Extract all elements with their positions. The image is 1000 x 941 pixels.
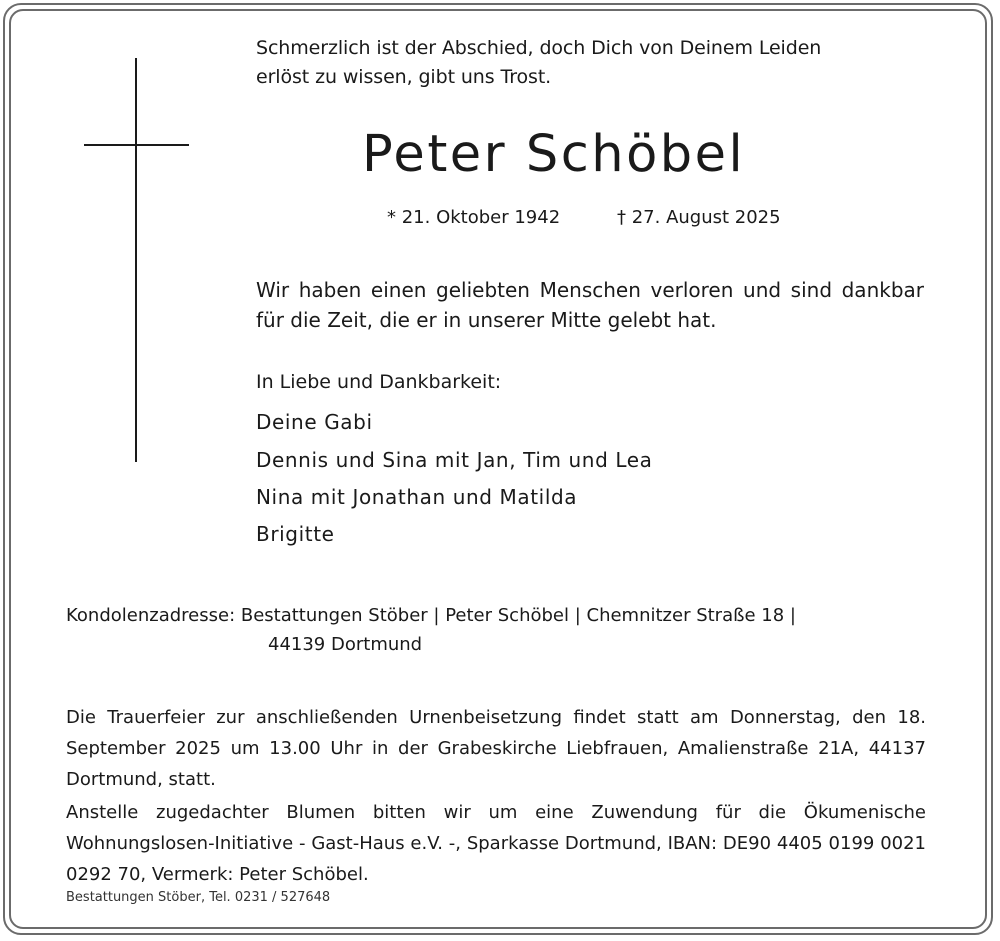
deceased-name: Peter Schöbel <box>362 125 746 184</box>
mourner-name: Dennis und Sina mit Jan, Tim und Lea <box>256 448 653 472</box>
mourner-name: Nina mit Jonathan und Matilda <box>256 485 578 509</box>
quote-line-2: erlöst zu wissen, gibt uns Trost. <box>256 66 552 88</box>
opening-quote <box>256 34 821 92</box>
funeral-service-info: Die Trauerfeier zur anschließenden Urnenbeisetzung findet statt am Donnerstag, den 18. September 2025 um 13.00 Uhr in der Grabeskirche Liebfrauen, Amalienstraße 21A, 44137 Dortmund, statt. <box>66 707 926 790</box>
condolence-address-city: 44139 Dortmund <box>268 634 423 655</box>
cross-horizontal-bar <box>84 144 189 146</box>
undertaker-footer: Bestattungen Stöber, Tel. 0231 / 527648 <box>66 890 331 905</box>
mourner-name: Brigitte <box>256 522 335 546</box>
quote-line-1: Schmerzlich ist der Abschied, doch Dich von Deinem Leiden <box>256 37 822 59</box>
condolence-address: Kondolenzadresse: Bestattungen Stöber | Peter Schöbel | Chemnitzer Straße 18 | <box>66 605 796 626</box>
death-date: † 27. August 2025 <box>617 207 781 228</box>
birth-date: * 21. Oktober 1942 <box>387 207 561 228</box>
donation-info: Anstelle zugedachter Blumen bitten wir um eine Zuwendung für die Ökumenische Wohnungslosen-Initiative - Gast-Haus e.V. -, Sparkasse Dortmund, IBAN: DE90 4405 0199 0021 0292 70, Vermerk: Peter Schöbel. <box>66 802 926 885</box>
mourner-name: Deine Gabi <box>256 410 373 434</box>
condolence-message: Wir haben einen geliebten Menschen verloren und sind dankbar für die Zeit, die er in unserer Mitte gelebt hat. <box>256 278 924 332</box>
mourners-intro: In Liebe und Dankbarkeit: <box>256 371 502 393</box>
cross-vertical-bar <box>135 58 137 462</box>
